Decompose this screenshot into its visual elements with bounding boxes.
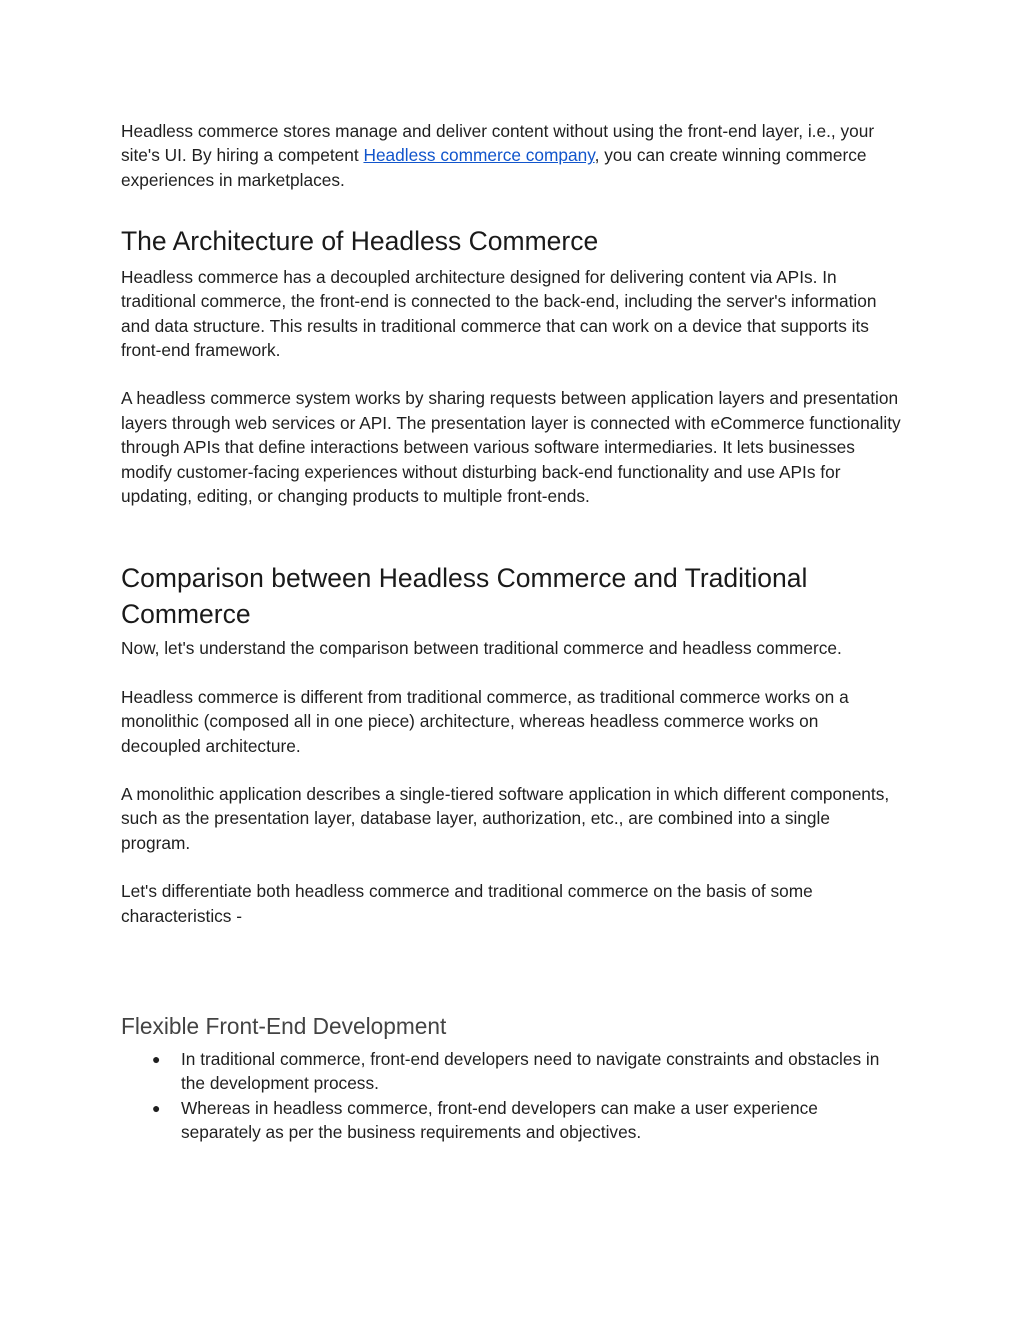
list-item bbox=[121, 1096, 901, 1145]
comparison-paragraph-1: Now, let's understand the comparison between traditional commerce and headless commerce. bbox=[121, 638, 842, 659]
architecture-heading: The Architecture of Headless Commerce bbox=[121, 226, 599, 257]
architecture-paragraph-2: A headless commerce system works by sharing requests between application layers and presentation layers through web services or API. The presentation layer is connected with eCommerce functionality through APIs that define interactions between various software intermediaries. It lets businesses modify customer-facing experiences without disturbing back-end functionality and use APIs for updating, editing, or changing products to multiple front-ends. bbox=[121, 388, 901, 506]
document-page bbox=[121, 119, 901, 1145]
list-item bbox=[121, 1047, 901, 1096]
flexible-front-end-list bbox=[121, 1047, 901, 1145]
comparison-paragraph-3: A monolithic application describes a single-tiered software application in which different components, such as the presentation layer, database layer, authorization, etc., are combined into a single program. bbox=[121, 784, 890, 853]
headless-commerce-company-link[interactable]: Headless commerce company bbox=[363, 145, 595, 166]
comparison-paragraph-2: Headless commerce is different from traditional commerce, as traditional commerce works on a monolithic (composed all in one piece) architecture, whereas headless commerce works on decoupled architecture. bbox=[121, 686, 849, 756]
intro-text-after-link: , you can create winning commerce experiences in marketplaces. bbox=[121, 145, 867, 190]
intro-text-before-link: Headless commerce stores manage and deliver content without using the front-end layer, i.e., your site's UI. By hiring a competent bbox=[121, 121, 875, 166]
bullet-icon: ● bbox=[152, 1051, 161, 1068]
bullet-icon: ● bbox=[152, 1099, 161, 1116]
list-item-text: Whereas in headless commerce, front-end developers can make a user experience separately as per the business requirements and objectives. bbox=[181, 1097, 818, 1143]
comparison-paragraph-4: Let's differentiate both headless commerce and traditional commerce on the basis of some characteristics - bbox=[121, 881, 813, 926]
intro-paragraph bbox=[121, 119, 901, 192]
architecture-paragraph-1: Headless commerce has a decoupled architecture designed for delivering content via APIs. In traditional commerce, the front-end is connected to the back-end, including the server's information and data structure. This results in traditional commerce that can work on a device that supports its front-end framework. bbox=[121, 266, 877, 360]
comparison-heading: Comparison between Headless Commerce and Traditional Commerce bbox=[121, 563, 808, 629]
list-item-text: In traditional commerce, front-end developers need to navigate constraints and obstacles in the development process. bbox=[181, 1049, 880, 1094]
flexible-front-end-heading: Flexible Front-End Development bbox=[121, 1013, 447, 1040]
